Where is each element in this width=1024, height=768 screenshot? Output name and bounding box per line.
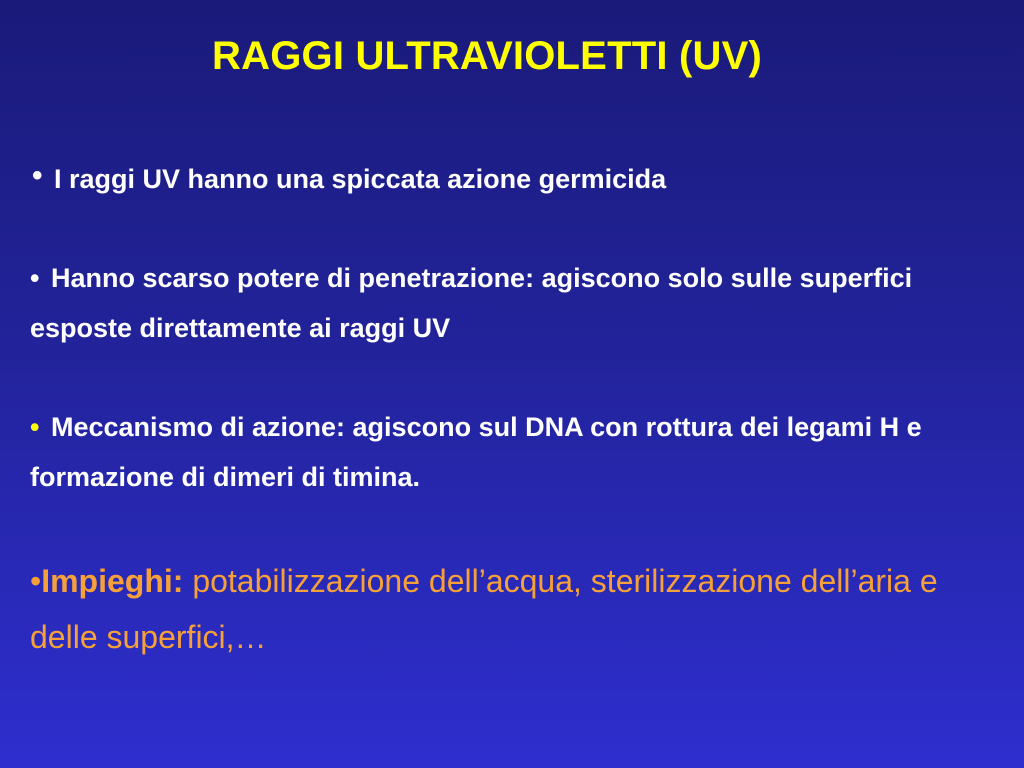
- bullet-marker: •: [30, 263, 40, 293]
- bullet-lead: Impieghi:: [41, 563, 184, 599]
- bullet-text: potabilizzazione dell’acqua, sterilizzazione dell’aria e delle superfici,…: [30, 563, 938, 655]
- bullet-text: Hanno scarso potere di penetrazione: agiscono solo sulle superfici esposte direttamente ai raggi UV: [30, 263, 913, 343]
- bullet-text: Meccanismo di azione: agiscono sul DNA con rottura dei legami H e formazione di dimeri di timina.: [30, 412, 922, 492]
- bullet-text: I raggi UV hanno una spiccata azione germicida: [54, 164, 667, 194]
- bullet-item-4: [30, 553, 1000, 665]
- bullet-marker: •: [32, 159, 43, 192]
- bullet-item-1: [32, 154, 1002, 204]
- bullet-marker: •: [30, 412, 40, 442]
- bullet-marker: •: [30, 563, 42, 599]
- bullet-item-3: [30, 402, 1000, 502]
- bullet-item-2: [30, 253, 1000, 353]
- slide-title: RAGGI ULTRAVIOLETTI (UV): [212, 34, 762, 78]
